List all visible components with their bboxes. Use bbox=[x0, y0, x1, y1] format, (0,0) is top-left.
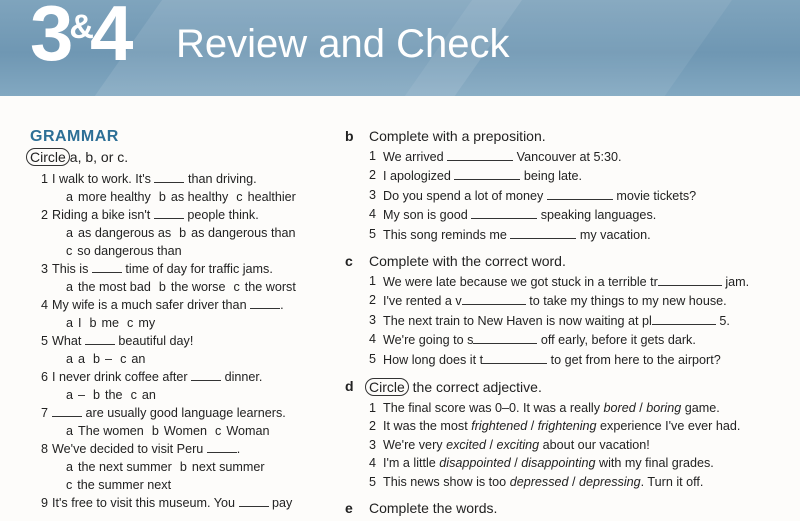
question-text: I never drink coffee after bbox=[52, 370, 188, 384]
option-text[interactable]: the worse bbox=[170, 280, 226, 294]
option-letter[interactable]: c bbox=[236, 190, 243, 204]
answer-options bbox=[30, 279, 330, 295]
answer-options bbox=[30, 477, 330, 493]
option-text[interactable]: a bbox=[78, 352, 86, 366]
question-number: 6 bbox=[40, 370, 48, 384]
grammar-question bbox=[30, 495, 330, 511]
option-letter[interactable]: c bbox=[66, 478, 73, 492]
question-text: We've decided to visit Peru bbox=[52, 442, 204, 456]
question-text: time of day for traffic jams. bbox=[125, 262, 273, 276]
answer-blank[interactable] bbox=[483, 352, 547, 364]
option-text[interactable]: the worst bbox=[244, 280, 296, 294]
option-letter[interactable]: c bbox=[66, 244, 73, 258]
exercise-item bbox=[345, 168, 785, 184]
question-text: dinner. bbox=[224, 370, 263, 384]
question-number: 8 bbox=[40, 442, 48, 456]
item-number: 2 bbox=[369, 293, 377, 308]
item-number: 5 bbox=[369, 226, 377, 241]
grammar-instruction: Circle a, b, or c. bbox=[30, 148, 330, 166]
section-c-heading: c Complete with the correct word. bbox=[345, 253, 566, 270]
option-text[interactable]: I bbox=[78, 316, 82, 330]
item-number: 3 bbox=[369, 437, 377, 452]
answer-blank[interactable] bbox=[547, 188, 613, 200]
grammar-question bbox=[30, 405, 330, 421]
adjective-option[interactable]: depressing bbox=[579, 474, 641, 489]
answer-blank[interactable] bbox=[652, 313, 716, 325]
option-letter[interactable]: c bbox=[130, 388, 137, 402]
section-title-grammar: GRAMMAR bbox=[30, 128, 119, 145]
question-text: . bbox=[236, 442, 241, 456]
item-text: My son is good bbox=[383, 208, 468, 223]
item-text: my vacation. bbox=[579, 227, 651, 242]
answer-blank[interactable] bbox=[239, 495, 269, 507]
item-text: The next train to New Haven is now waiting at pl bbox=[383, 313, 652, 328]
item-number: 4 bbox=[369, 456, 377, 471]
adjective-option[interactable]: disappointing bbox=[521, 456, 596, 471]
grammar-question bbox=[30, 369, 330, 385]
option-text[interactable]: the most bad bbox=[78, 280, 151, 294]
adjective-option[interactable]: disappointed bbox=[439, 456, 511, 471]
item-number: 4 bbox=[369, 207, 377, 222]
item-text: 5. bbox=[719, 313, 730, 328]
option-letter[interactable]: a bbox=[66, 388, 74, 402]
unit-banner bbox=[0, 0, 800, 96]
answer-options bbox=[30, 243, 330, 259]
exercise-item bbox=[345, 149, 785, 165]
item-text: We're going to s bbox=[383, 333, 474, 348]
answer-blank[interactable] bbox=[462, 293, 526, 305]
answer-options bbox=[30, 315, 330, 331]
answer-blank[interactable] bbox=[191, 369, 221, 381]
answer-blank[interactable] bbox=[92, 261, 122, 273]
exercise-item bbox=[345, 332, 785, 348]
exercise-item: 2 It was the most frightened / frightening experience I've ever had. bbox=[369, 419, 741, 434]
answer-options bbox=[30, 189, 330, 205]
item-text: . Turn it off. bbox=[640, 474, 704, 489]
item-text: jam. bbox=[725, 275, 750, 290]
answer-blank[interactable] bbox=[250, 297, 280, 309]
option-text[interactable]: as dangerous as bbox=[78, 226, 172, 240]
exercise-item bbox=[345, 293, 785, 309]
item-text: This song reminds me bbox=[383, 227, 507, 242]
exercise-item bbox=[345, 227, 785, 243]
item-text: We're very bbox=[383, 437, 443, 452]
option-letter[interactable]: c bbox=[215, 424, 222, 438]
question-number: 7 bbox=[40, 406, 48, 420]
item-text: Do you spend a lot of money bbox=[383, 188, 544, 203]
question-text: . bbox=[280, 298, 284, 312]
option-text[interactable]: me bbox=[101, 316, 120, 330]
exercise-item bbox=[345, 188, 785, 204]
answer-blank[interactable] bbox=[447, 149, 513, 161]
option-letter[interactable]: b bbox=[179, 460, 187, 474]
circled-word: Circle bbox=[365, 378, 409, 396]
item-number: 5 bbox=[369, 351, 377, 366]
section-b-heading: b Complete with a preposition. bbox=[345, 128, 546, 144]
item-number: 5 bbox=[369, 474, 377, 489]
option-text[interactable]: as healthy bbox=[170, 190, 229, 204]
option-text[interactable]: as dangerous than bbox=[191, 226, 296, 240]
option-text[interactable]: Woman bbox=[226, 424, 270, 438]
grammar-question-list bbox=[30, 171, 330, 511]
item-text: We arrived bbox=[383, 150, 444, 164]
option-letter[interactable]: b bbox=[93, 388, 101, 402]
item-text: The final score was 0–0. It was a really bbox=[383, 401, 600, 416]
option-text[interactable]: Women bbox=[163, 424, 208, 438]
grammar-question bbox=[30, 297, 330, 313]
option-text[interactable]: my bbox=[138, 316, 156, 330]
option-text[interactable]: an bbox=[131, 352, 146, 366]
exercise-item bbox=[345, 313, 785, 329]
exercise-item bbox=[345, 207, 785, 223]
option-letter[interactable]: a bbox=[66, 280, 74, 294]
option-letter[interactable]: c bbox=[127, 316, 134, 330]
answer-blank[interactable] bbox=[454, 168, 520, 180]
item-text: experience I've ever had. bbox=[600, 419, 741, 434]
section-d-list bbox=[345, 401, 785, 490]
option-letter[interactable]: a bbox=[66, 316, 74, 330]
answer-blank[interactable] bbox=[154, 171, 184, 183]
adjective-option[interactable]: frightening bbox=[537, 419, 597, 434]
item-text: with my final grades. bbox=[598, 456, 714, 471]
answer-blank[interactable] bbox=[154, 207, 184, 219]
item-text: to get from here to the airport? bbox=[550, 352, 721, 367]
answer-options bbox=[30, 387, 330, 403]
answer-blank[interactable] bbox=[658, 274, 722, 286]
option-letter[interactable]: a bbox=[66, 190, 74, 204]
item-number: 1 bbox=[369, 149, 377, 163]
item-text: I apologized bbox=[383, 169, 451, 184]
question-text: It's free to visit this museum. You bbox=[52, 496, 235, 510]
answer-blank[interactable] bbox=[510, 227, 576, 239]
grammar-question bbox=[30, 333, 330, 349]
question-text: I walk to work. It's bbox=[52, 172, 151, 186]
question-text: are usually good language learners. bbox=[85, 406, 286, 420]
item-number: 3 bbox=[369, 312, 377, 327]
grammar-question bbox=[30, 207, 330, 223]
question-text: What bbox=[52, 334, 82, 348]
option-text[interactable]: – bbox=[78, 388, 86, 402]
answer-blank[interactable] bbox=[473, 332, 537, 344]
item-text: How long does it t bbox=[383, 352, 484, 367]
exercise-item bbox=[345, 352, 785, 368]
option-letter[interactable]: c bbox=[233, 280, 240, 294]
item-number: 1 bbox=[369, 401, 377, 416]
adjective-option[interactable]: boring bbox=[646, 401, 682, 416]
option-letter[interactable]: c bbox=[120, 352, 127, 366]
item-text: I've rented a v bbox=[383, 294, 462, 309]
section-e-heading: e Complete the words. bbox=[345, 500, 498, 517]
option-text[interactable]: the next summer bbox=[78, 460, 172, 474]
item-text: movie tickets? bbox=[616, 188, 697, 203]
item-text: This news show is too bbox=[383, 474, 507, 489]
section-c-list bbox=[345, 274, 785, 368]
exercise-item: 3 We're very excited / exciting about our vacation! bbox=[369, 437, 650, 452]
question-number: 1 bbox=[40, 172, 48, 186]
option-text[interactable]: more healthy bbox=[78, 190, 151, 204]
option-letter[interactable]: b bbox=[158, 280, 166, 294]
item-number: 2 bbox=[369, 419, 377, 434]
exercise-item: 4 I'm a little disappointed / disappointing with my final grades. bbox=[369, 456, 714, 471]
circled-word: Circle bbox=[26, 148, 70, 166]
item-number: 4 bbox=[369, 332, 377, 347]
option-letter[interactable]: b bbox=[158, 190, 166, 204]
option-letter[interactable]: a bbox=[66, 352, 74, 366]
grammar-column bbox=[30, 128, 330, 513]
option-text[interactable]: healthier bbox=[247, 190, 296, 204]
answer-blank[interactable] bbox=[85, 333, 115, 345]
question-number: 5 bbox=[40, 334, 48, 348]
option-text[interactable]: an bbox=[141, 388, 156, 402]
question-text: Riding a bike isn't bbox=[52, 208, 151, 222]
answer-blank[interactable] bbox=[52, 405, 82, 417]
option-letter[interactable]: b bbox=[93, 352, 101, 366]
adjective-option[interactable]: frightened bbox=[471, 419, 528, 434]
item-text: speaking languages. bbox=[540, 208, 657, 223]
item-number: 1 bbox=[369, 274, 377, 289]
item-text: being late. bbox=[523, 169, 583, 184]
grammar-question bbox=[30, 261, 330, 277]
question-text: My wife is a much safer driver than bbox=[52, 298, 247, 312]
grammar-question bbox=[30, 171, 330, 187]
item-text: Vancouver at 5:30. bbox=[516, 150, 622, 164]
option-text[interactable]: the summer next bbox=[77, 478, 172, 492]
answer-options bbox=[30, 351, 330, 367]
answer-blank[interactable] bbox=[471, 207, 537, 219]
question-text: than driving. bbox=[187, 172, 257, 186]
unit-number: 3&4 bbox=[30, 0, 132, 77]
option-text[interactable]: the bbox=[105, 388, 123, 402]
question-number: 2 bbox=[40, 208, 48, 222]
section-b-list bbox=[345, 149, 785, 243]
answer-options bbox=[30, 459, 330, 475]
option-letter[interactable]: b bbox=[179, 226, 187, 240]
item-text: about our vacation! bbox=[542, 437, 650, 452]
option-letter[interactable]: b bbox=[89, 316, 97, 330]
question-number: 9 bbox=[40, 496, 48, 510]
item-text: I'm a little bbox=[383, 456, 436, 471]
exercise-item bbox=[345, 274, 785, 290]
answer-blank[interactable] bbox=[207, 441, 237, 453]
option-letter[interactable]: a bbox=[66, 460, 74, 474]
option-text[interactable]: – bbox=[105, 352, 113, 366]
adjective-option[interactable]: exciting bbox=[496, 437, 540, 452]
adjective-option[interactable]: bored bbox=[603, 401, 636, 416]
grammar-question bbox=[30, 441, 330, 457]
answer-options bbox=[30, 423, 330, 439]
question-number: 3 bbox=[40, 262, 48, 276]
option-letter[interactable]: a bbox=[66, 226, 74, 240]
section-d-heading: d Circle the correct adjective. bbox=[345, 378, 542, 396]
question-text: pay bbox=[272, 496, 293, 510]
item-number: 3 bbox=[369, 187, 377, 202]
item-text: to take my things to my new house. bbox=[529, 294, 727, 309]
answer-options bbox=[30, 225, 330, 241]
item-text: We were late because we got stuck in a terrible tr bbox=[383, 275, 658, 290]
question-text: people think. bbox=[187, 208, 259, 222]
page-title: Review and Check bbox=[176, 22, 510, 66]
option-text[interactable]: The women bbox=[78, 424, 144, 438]
exercise-column bbox=[345, 128, 785, 521]
item-text: game. bbox=[684, 401, 720, 416]
adjective-option[interactable]: excited bbox=[446, 437, 486, 452]
option-letter[interactable]: b bbox=[151, 424, 159, 438]
option-text[interactable]: so dangerous than bbox=[77, 244, 182, 258]
exercise-item: 1 The final score was 0–0. It was a really bored / boring game. bbox=[369, 401, 720, 416]
question-number: 4 bbox=[40, 298, 48, 312]
question-text: beautiful day! bbox=[118, 334, 194, 348]
option-text[interactable]: next summer bbox=[191, 460, 265, 474]
item-text: It was the most bbox=[383, 419, 468, 434]
question-text: This is bbox=[52, 262, 89, 276]
item-number: 2 bbox=[369, 168, 377, 183]
adjective-option[interactable]: depressed bbox=[509, 474, 569, 489]
item-text: off early, before it gets dark. bbox=[540, 333, 696, 348]
exercise-item: 5 This news show is too depressed / depressing. Turn it off. bbox=[369, 474, 704, 489]
option-letter[interactable]: a bbox=[66, 424, 74, 438]
